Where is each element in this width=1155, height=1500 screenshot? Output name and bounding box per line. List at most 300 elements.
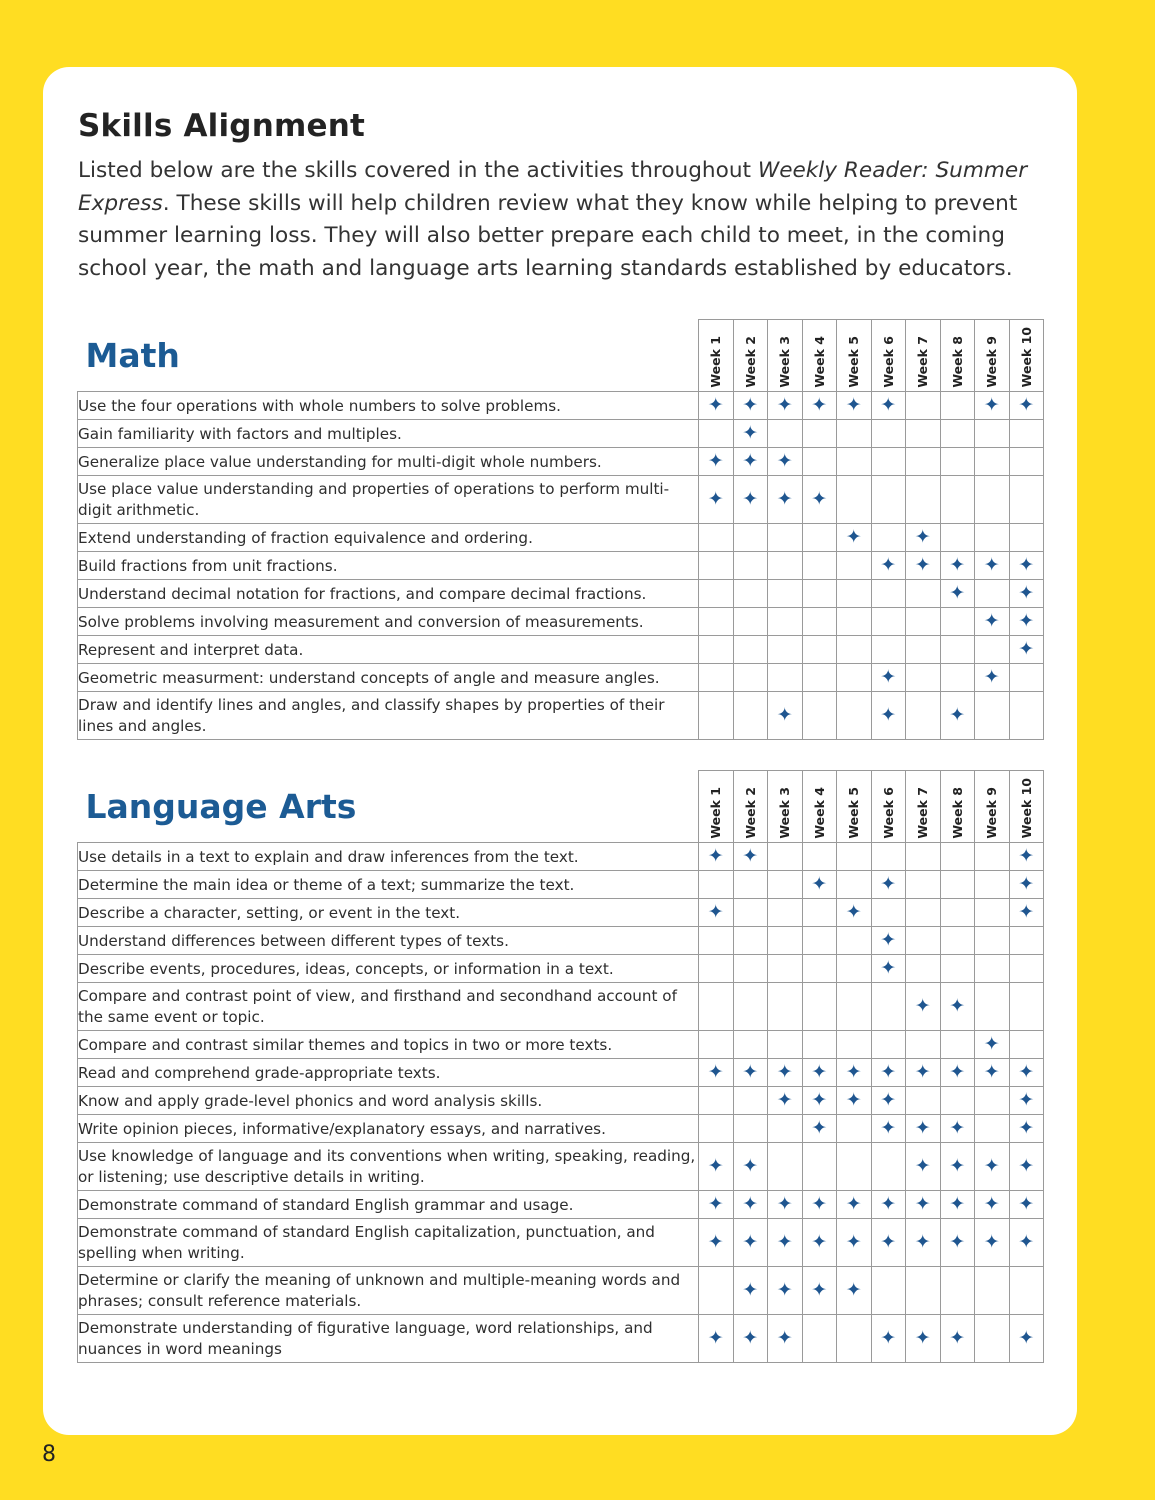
four-point-star-icon: ✦ [1018,1089,1035,1112]
skill-row [78,580,1044,608]
four-point-star-icon: ✦ [776,1279,793,1302]
four-point-star-icon: ✦ [983,1155,1000,1178]
week-5-cell [837,899,872,927]
week-1-cell [699,608,734,636]
week-3-column-header [768,320,803,392]
week-3-cell [768,392,803,420]
week-8-cell [940,580,975,608]
week-3-cell [768,552,803,580]
week-6-cell [871,524,906,552]
four-point-star-icon: ✦ [776,1327,793,1350]
math-header-row [78,320,1044,392]
week-10-column-header [1009,320,1044,392]
week-5-cell [837,476,872,524]
week-7-cell [906,552,941,580]
week-5-cell [837,983,872,1031]
week-label: Week 5 [846,335,862,388]
four-point-star-icon: ✦ [949,1117,966,1140]
week-9-cell [975,1059,1010,1087]
week-2-cell [733,608,768,636]
skill-description: Describe events, procedures, ideas, concepts, or information in a text. [78,955,699,983]
week-3-cell [768,692,803,740]
four-point-star-icon: ✦ [776,488,793,511]
week-8-column-header [940,771,975,843]
week-1-cell [699,843,734,871]
week-10-cell [1009,983,1044,1031]
week-4-cell [802,420,837,448]
week-4-cell [802,843,837,871]
week-6-cell [871,1191,906,1219]
four-point-star-icon: ✦ [983,1193,1000,1216]
skill-row [78,476,1044,524]
skill-description: Draw and identify lines and angles, and classify shapes by properties of their lines and angles. [78,692,699,740]
week-7-cell [906,420,941,448]
week-2-cell [733,1087,768,1115]
week-4-cell [802,1115,837,1143]
week-5-cell [837,1059,872,1087]
skill-description: Read and comprehend grade-appropriate texts. [78,1059,699,1087]
week-10-cell [1009,1143,1044,1191]
week-10-cell [1009,664,1044,692]
week-1-cell [699,1031,734,1059]
skill-row [78,927,1044,955]
week-6-cell [871,392,906,420]
four-point-star-icon: ✦ [811,488,828,511]
skill-row [78,392,1044,420]
week-6-cell [871,664,906,692]
week-5-cell [837,1191,872,1219]
skill-description: Write opinion pieces, informative/explanatory essays, and narratives. [78,1115,699,1143]
four-point-star-icon: ✦ [880,666,897,689]
skill-row [78,552,1044,580]
week-4-cell [802,692,837,740]
week-5-cell [837,843,872,871]
week-8-cell [940,392,975,420]
four-point-star-icon: ✦ [880,873,897,896]
week-4-column-header [802,320,837,392]
week-7-cell [906,608,941,636]
week-2-cell [733,636,768,664]
four-point-star-icon: ✦ [776,1193,793,1216]
week-6-column-header [871,771,906,843]
skill-description: Understand decimal notation for fractions, and compare decimal fractions. [78,580,699,608]
week-3-cell [768,843,803,871]
week-8-cell [940,692,975,740]
week-8-cell [940,1115,975,1143]
four-point-star-icon: ✦ [949,582,966,605]
week-2-cell [733,448,768,476]
four-point-star-icon: ✦ [845,1231,862,1254]
week-label: Week 3 [777,335,793,388]
week-2-column-header [733,320,768,392]
week-2-cell [733,1143,768,1191]
week-10-cell [1009,871,1044,899]
week-7-cell [906,983,941,1031]
week-3-cell [768,608,803,636]
week-2-cell [733,1115,768,1143]
four-point-star-icon: ✦ [742,845,759,868]
week-5-cell [837,552,872,580]
intro-paragraph [78,155,1043,285]
week-4-cell [802,927,837,955]
week-4-cell [802,580,837,608]
week-1-column-header [699,771,734,843]
skill-description: Build fractions from unit fractions. [78,552,699,580]
four-point-star-icon: ✦ [742,450,759,473]
week-1-cell [699,692,734,740]
week-9-cell [975,476,1010,524]
four-point-star-icon: ✦ [707,488,724,511]
week-6-cell [871,927,906,955]
week-10-cell [1009,692,1044,740]
week-9-cell [975,420,1010,448]
week-2-cell [733,420,768,448]
four-point-star-icon: ✦ [880,1061,897,1084]
week-1-cell [699,448,734,476]
four-point-star-icon: ✦ [1018,873,1035,896]
skill-description: Use knowledge of language and its conventions when writing, speaking, reading, or listening; use descriptive details in writing. [78,1143,699,1191]
week-7-cell [906,1143,941,1191]
four-point-star-icon: ✦ [949,995,966,1018]
week-label: Week 1 [708,335,724,388]
week-10-cell [1009,524,1044,552]
week-1-cell [699,1143,734,1191]
language-arts-header-row [78,771,1044,843]
week-10-cell [1009,899,1044,927]
skill-description: Extend understanding of fraction equivalence and ordering. [78,524,699,552]
four-point-star-icon: ✦ [914,1231,931,1254]
four-point-star-icon: ✦ [914,526,931,549]
four-point-star-icon: ✦ [1018,901,1035,924]
week-9-cell [975,392,1010,420]
week-10-cell [1009,636,1044,664]
week-9-cell [975,871,1010,899]
four-point-star-icon: ✦ [742,1155,759,1178]
week-5-cell [837,580,872,608]
week-10-cell [1009,392,1044,420]
week-3-cell [768,1087,803,1115]
week-label: Week 10 [1018,327,1034,388]
week-7-cell [906,580,941,608]
week-9-cell [975,636,1010,664]
week-3-cell [768,983,803,1031]
week-8-cell [940,899,975,927]
week-label: Week 7 [915,335,931,388]
four-point-star-icon: ✦ [914,1117,931,1140]
four-point-star-icon: ✦ [811,394,828,417]
four-point-star-icon: ✦ [811,1117,828,1140]
four-point-star-icon: ✦ [914,1193,931,1216]
four-point-star-icon: ✦ [1018,638,1035,661]
four-point-star-icon: ✦ [949,554,966,577]
four-point-star-icon: ✦ [1018,1117,1035,1140]
week-3-cell [768,580,803,608]
week-9-cell [975,955,1010,983]
week-3-cell [768,664,803,692]
week-2-cell [733,580,768,608]
week-1-cell [699,524,734,552]
week-5-cell [837,448,872,476]
week-4-cell [802,1059,837,1087]
week-6-cell [871,1031,906,1059]
four-point-star-icon: ✦ [880,957,897,980]
skill-description: Compare and contrast similar themes and topics in two or more texts. [78,1031,699,1059]
week-4-cell [802,1031,837,1059]
week-6-cell [871,580,906,608]
week-6-cell [871,1143,906,1191]
skill-row [78,1059,1044,1087]
week-8-cell [940,1191,975,1219]
skill-description: Demonstrate command of standard English grammar and usage. [78,1191,699,1219]
week-4-cell [802,955,837,983]
week-6-cell [871,692,906,740]
four-point-star-icon: ✦ [880,394,897,417]
skill-description: Know and apply grade-level phonics and word analysis skills. [78,1087,699,1115]
skill-description: Geometric measurment: understand concepts of angle and measure angles. [78,664,699,692]
four-point-star-icon: ✦ [707,394,724,417]
skill-description: Demonstrate command of standard English capitalization, punctuation, and spelling when writing. [78,1219,699,1267]
week-9-cell [975,448,1010,476]
week-8-cell [940,1315,975,1363]
week-2-cell [733,1219,768,1267]
week-2-cell [733,871,768,899]
week-7-cell [906,1087,941,1115]
week-4-cell [802,636,837,664]
skill-row [78,692,1044,740]
four-point-star-icon: ✦ [1018,394,1035,417]
week-label: Week 3 [777,786,793,839]
skill-row [78,843,1044,871]
week-3-cell [768,476,803,524]
four-point-star-icon: ✦ [707,1061,724,1084]
four-point-star-icon: ✦ [742,1193,759,1216]
week-10-cell [1009,580,1044,608]
week-label: Week 4 [811,335,827,388]
week-3-cell [768,955,803,983]
skill-description: Solve problems involving measurement and conversion of measurements. [78,608,699,636]
week-6-cell [871,983,906,1031]
week-8-cell [940,476,975,524]
four-point-star-icon: ✦ [707,450,724,473]
skill-description: Gain familiarity with factors and multiples. [78,420,699,448]
week-9-cell [975,927,1010,955]
week-1-cell [699,636,734,664]
week-2-cell [733,983,768,1031]
week-label: Week 2 [742,786,758,839]
week-7-cell [906,692,941,740]
week-4-cell [802,476,837,524]
week-8-cell [940,1267,975,1315]
four-point-star-icon: ✦ [811,1089,828,1112]
week-5-cell [837,636,872,664]
week-2-cell [733,843,768,871]
week-9-cell [975,1315,1010,1363]
week-1-cell [699,1191,734,1219]
skill-row [78,420,1044,448]
week-9-cell [975,843,1010,871]
week-9-cell [975,983,1010,1031]
week-label: Week 8 [949,335,965,388]
week-4-cell [802,1143,837,1191]
week-3-cell [768,899,803,927]
week-6-cell [871,1219,906,1267]
week-10-cell [1009,1219,1044,1267]
week-8-cell [940,843,975,871]
four-point-star-icon: ✦ [1018,1327,1035,1350]
skill-row [78,608,1044,636]
week-7-cell [906,1219,941,1267]
four-point-star-icon: ✦ [983,554,1000,577]
four-point-star-icon: ✦ [707,1155,724,1178]
week-1-column-header [699,320,734,392]
skill-row [78,1219,1044,1267]
language-arts-header-cell [78,771,699,843]
week-3-cell [768,871,803,899]
four-point-star-icon: ✦ [1018,610,1035,633]
week-6-cell [871,552,906,580]
skill-row [78,1267,1044,1315]
skill-row [78,1191,1044,1219]
skill-description: Generalize place value understanding for multi-digit whole numbers. [78,448,699,476]
week-8-cell [940,1143,975,1191]
skill-row [78,1143,1044,1191]
week-8-cell [940,955,975,983]
week-10-cell [1009,927,1044,955]
week-9-cell [975,664,1010,692]
week-8-cell [940,448,975,476]
week-7-cell [906,448,941,476]
week-6-cell [871,608,906,636]
week-7-cell [906,927,941,955]
week-1-cell [699,1115,734,1143]
week-3-cell [768,636,803,664]
week-10-cell [1009,1059,1044,1087]
week-label: Week 9 [984,335,1000,388]
four-point-star-icon: ✦ [811,1061,828,1084]
four-point-star-icon: ✦ [880,1193,897,1216]
intro-text-2: . These skills will help children review what they know while helping to prevent summer learning loss. They will also better prepare each child to meet, in the coming school year, the math and language arts learning standards established by educators. [78,190,1018,281]
week-5-cell [837,1115,872,1143]
week-2-cell [733,692,768,740]
week-4-cell [802,524,837,552]
week-2-cell [733,392,768,420]
week-8-cell [940,552,975,580]
four-point-star-icon: ✦ [845,1193,862,1216]
week-4-cell [802,1087,837,1115]
skill-row [78,1087,1044,1115]
week-7-cell [906,636,941,664]
week-1-cell [699,899,734,927]
week-6-cell [871,1315,906,1363]
week-5-cell [837,1031,872,1059]
week-1-cell [699,927,734,955]
week-9-cell [975,608,1010,636]
week-3-cell [768,524,803,552]
skill-description: Represent and interpret data. [78,636,699,664]
week-7-cell [906,899,941,927]
four-point-star-icon: ✦ [742,1231,759,1254]
four-point-star-icon: ✦ [845,901,862,924]
four-point-star-icon: ✦ [1018,1193,1035,1216]
four-point-star-icon: ✦ [845,526,862,549]
four-point-star-icon: ✦ [914,995,931,1018]
week-2-cell [733,1059,768,1087]
week-4-cell [802,392,837,420]
week-8-cell [940,871,975,899]
week-8-cell [940,664,975,692]
week-4-cell [802,899,837,927]
week-4-cell [802,1219,837,1267]
four-point-star-icon: ✦ [707,1231,724,1254]
week-7-cell [906,1115,941,1143]
four-point-star-icon: ✦ [845,1061,862,1084]
skill-row [78,955,1044,983]
week-6-cell [871,1059,906,1087]
four-point-star-icon: ✦ [707,1193,724,1216]
skill-row [78,899,1044,927]
four-point-star-icon: ✦ [1018,845,1035,868]
week-6-cell [871,1115,906,1143]
week-8-cell [940,608,975,636]
skill-row [78,983,1044,1031]
four-point-star-icon: ✦ [776,450,793,473]
week-1-cell [699,871,734,899]
skill-row [78,1115,1044,1143]
week-7-cell [906,1315,941,1363]
week-1-cell [699,1219,734,1267]
week-label: Week 1 [708,786,724,839]
four-point-star-icon: ✦ [1018,1061,1035,1084]
week-10-cell [1009,1191,1044,1219]
four-point-star-icon: ✦ [880,704,897,727]
week-1-cell [699,392,734,420]
week-2-cell [733,1315,768,1363]
week-2-cell [733,1267,768,1315]
week-label: Week 5 [846,786,862,839]
four-point-star-icon: ✦ [983,1033,1000,1056]
four-point-star-icon: ✦ [742,422,759,445]
four-point-star-icon: ✦ [983,1231,1000,1254]
four-point-star-icon: ✦ [776,1061,793,1084]
week-5-cell [837,524,872,552]
skill-row [78,636,1044,664]
language-arts-section-title: Language Arts [85,786,357,826]
week-5-cell [837,871,872,899]
four-point-star-icon: ✦ [707,1327,724,1350]
four-point-star-icon: ✦ [811,1231,828,1254]
week-label: Week 4 [811,786,827,839]
four-point-star-icon: ✦ [742,1327,759,1350]
week-3-cell [768,1315,803,1363]
week-9-cell [975,1031,1010,1059]
four-point-star-icon: ✦ [845,394,862,417]
week-label: Week 6 [880,335,896,388]
four-point-star-icon: ✦ [914,1327,931,1350]
week-9-cell [975,1087,1010,1115]
week-label: Week 9 [984,786,1000,839]
week-8-cell [940,927,975,955]
week-6-cell [871,636,906,664]
four-point-star-icon: ✦ [914,1155,931,1178]
week-8-cell [940,983,975,1031]
skill-description: Compare and contrast point of view, and firsthand and secondhand account of the same event or topic. [78,983,699,1031]
week-1-cell [699,1267,734,1315]
week-3-cell [768,1219,803,1267]
four-point-star-icon: ✦ [1018,1231,1035,1254]
week-1-cell [699,983,734,1031]
week-9-cell [975,1267,1010,1315]
week-1-cell [699,476,734,524]
